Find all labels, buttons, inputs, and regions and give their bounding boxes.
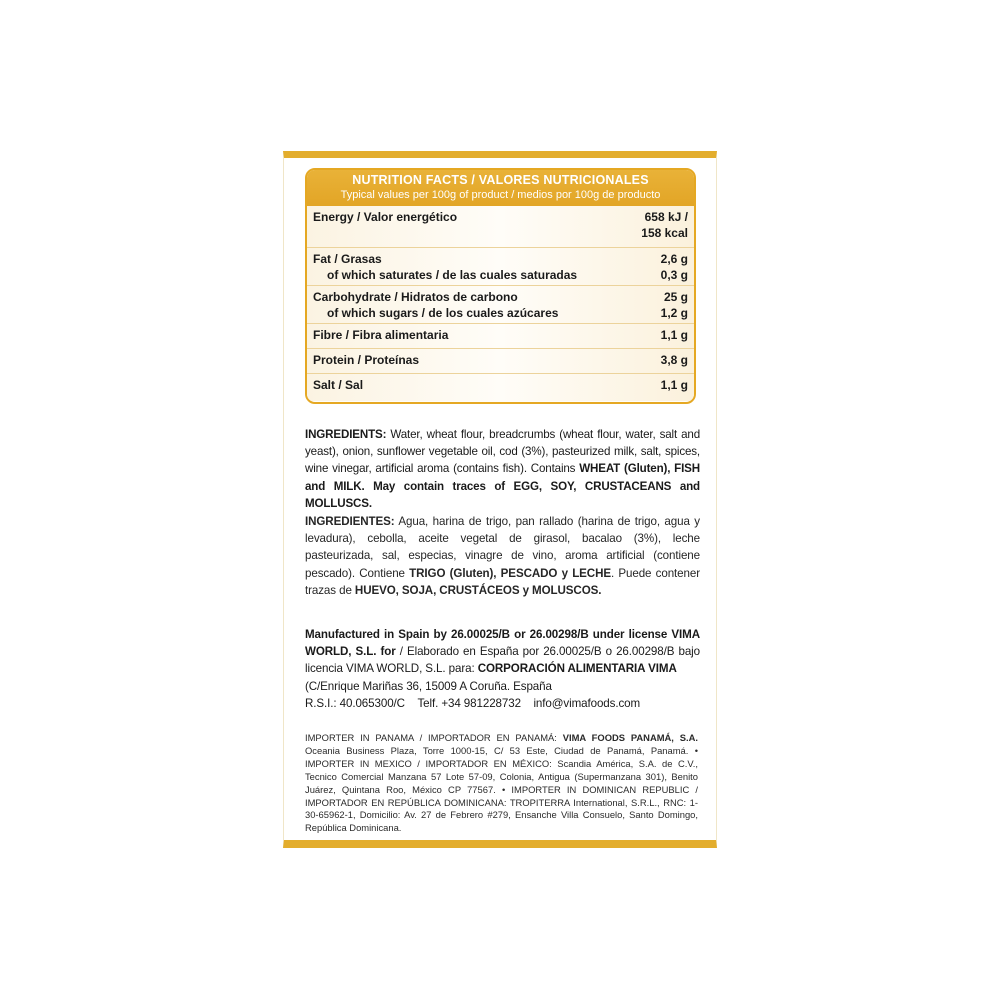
nutrition-row-salt [307,374,694,401]
saturates-label: of which saturates / de las cuales saturadas [327,268,578,282]
nutrition-row-energy [307,206,694,248]
nutrition-row-fat [307,248,694,286]
nutrition-facts-title: NUTRITION FACTS / VALORES NUTRICIONALES [352,173,649,187]
sugars-label: of which sugars / de los cuales azúcares [327,306,559,320]
fat-value: 2,6 g [660,252,688,266]
energy-value-kj: 658 kJ / [644,210,688,224]
energy-label: Energy / Valor energético [313,210,458,224]
ingredients-es-allergens-contains: TRIGO (Gluten), PESCADO y LECHE [409,566,611,580]
sugars-value: 1,2 g [660,306,688,320]
energy-value-kcal: 158 kcal [641,226,688,240]
ingredients-en-heading: INGREDIENTS: [305,428,387,441]
fibre-label: Fibre / Fibra alimentaria [313,328,449,342]
carbohydrate-value: 25 g [663,290,688,304]
salt-label: Salt / Sal [313,378,364,392]
nutrition-facts-header [307,170,694,206]
nutrition-facts-table [305,168,696,404]
carbohydrate-label: Carbohydrate / Hidratos de carbono [313,290,518,304]
manufacturer-statement-es: / Elaborado en España por 26.00025/B o 26.00298/B bajo licencia VIMA WORLD, S.L. para: [305,645,701,676]
ingredients-es-text: Agua, harina de trigo, pan rallado (harina de trigo, agua y levadura), cebolla, aceite vegetal de girasol, bacalao (3%), leche pasteurizada, sal, especias, vinagre de vino, aroma artificial (contiene pescado). Contiene [305,515,700,580]
manufacturer-address: (C/Enrique Mariñas 36, 15009 A Coruña. España [305,679,552,693]
nutrition-row-protein [307,349,694,374]
manufacturer-rsi: R.S.I.: 40.065300/C [305,696,405,710]
saturates-value: 0,3 g [660,268,688,282]
nutrition-row-fibre [307,324,694,349]
ingredients-english [305,426,700,512]
protein-label: Protein / Proteínas [313,353,420,367]
ingredients-en-allergens: WHEAT (Gluten), FISH and MILK. May contain traces of EGG, SOY, CRUSTACEANS and MOLLUSCS. [305,462,700,510]
ingredients-en-text: Water, wheat flour, breadcrumbs (wheat flour, water, salt and yeast), onion, sunflower vegetable oil, cod (3%), pasteurized milk, salt, spices, wine vinegar, artificial aroma (contains fish). Contains [305,428,700,476]
ingredients-es-text-traces: . Puede contener trazas de [305,566,700,597]
importer-panama-label: IMPORTER IN PANAMA / IMPORTADOR EN PANAMÁ: [305,732,563,743]
manufacturer-email: info@vimafoods.com [533,696,641,710]
importer-dominican: • IMPORTER IN DOMINICAN REPUBLIC / IMPORTADOR EN REPÚBLICA DOMINICANA: TROPITERRA International, S.R.L., RNC: 1-30-65962-1, Domicilio: Av. 27 de Febrero #279, Ensanche Villa Consuelo, Santo Domingo, República Dominicana. [305,783,699,834]
manufacturer-company: CORPORACIÓN ALIMENTARIA VIMA [477,662,677,676]
fibre-value: 1,1 g [660,328,688,342]
nutrition-row-carbohydrate [307,286,694,324]
protein-value: 3,8 g [660,353,688,367]
importer-panama-company: VIMA FOODS PANAMÁ, S.A. [562,732,698,743]
importer-panama-address: Oceania Business Plaza, Torre 1000-15, C/ 53 Este, Ciudad de Panamá, Panamá. [305,744,689,756]
fat-label: Fat / Grasas [313,252,382,266]
ingredients-spanish [305,513,700,599]
ingredients-es-heading: INGREDIENTES: [305,515,395,528]
manufacturer-phone: Telf. +34 981228732 [417,696,521,710]
manufacturer-statement-en: Manufactured in Spain by 26.00025/B or 26.00298/B under license VIMA WORLD, S.L. for [305,628,700,659]
ingredients-es-allergens-traces: HUEVO, SOJA, CRUSTÁCEOS y MOLUSCOS. [354,583,602,597]
salt-value: 1,1 g [660,378,688,392]
nutrition-facts-subtitle: Typical values per 100g of product / medios por 100g de producto [340,189,661,201]
importer-info [305,732,698,835]
manufacturer-info [305,626,700,712]
importer-mexico: • IMPORTER IN MEXICO / IMPORTADOR EN MÉXICO: Scandia América, S.A. de C.V., Tecnico Comercial Manzana 57 Lote 57-09, Colonia, Antigua (Supermanzana 301), Benito Juárez, Quintana Roo, México CP 77567. [305,744,699,795]
product-label-card [283,151,717,848]
